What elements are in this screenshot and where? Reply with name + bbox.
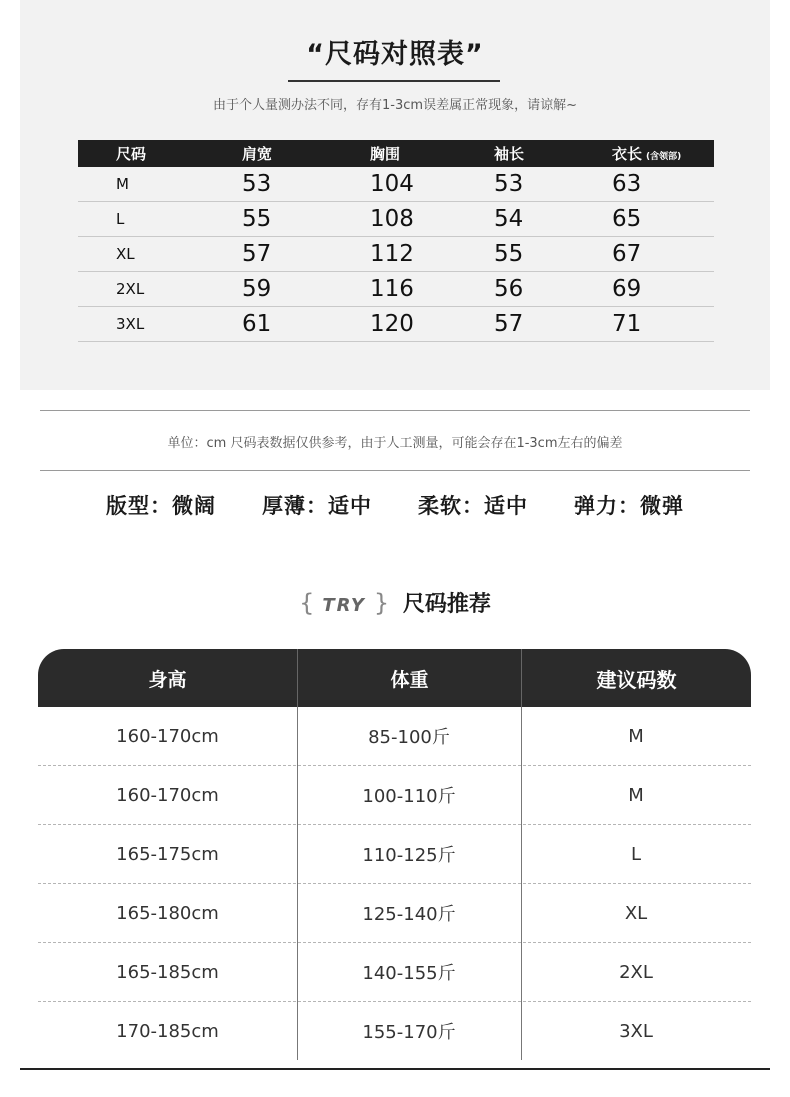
- close-brace: }: [373, 589, 390, 617]
- divider: [40, 410, 750, 411]
- header-sleeve: 袖长: [494, 145, 525, 163]
- recommend-heading: [0, 587, 790, 618]
- chest-value: 120: [370, 311, 414, 337]
- size-label: 3XL: [116, 315, 145, 333]
- table-row: [38, 825, 751, 884]
- attribute-fit: 版型：微阔: [106, 494, 216, 518]
- suggested-size: 3XL: [619, 1020, 653, 1042]
- table-row: [38, 943, 751, 1002]
- recommend-table-body: [38, 707, 751, 1060]
- weight-range: 85-100斤: [368, 727, 450, 748]
- recommend-table: [38, 649, 751, 1060]
- table-row: [78, 307, 714, 342]
- table-row: [78, 167, 714, 202]
- table-row: [78, 272, 714, 307]
- size-label: L: [116, 210, 125, 228]
- shoulder-value: 53: [242, 171, 272, 197]
- weight-range: 100-110斤: [362, 786, 456, 807]
- fabric-attributes: [0, 490, 790, 520]
- suggested-size: XL: [624, 902, 648, 924]
- table-row: [38, 766, 751, 825]
- attribute-thickness: 厚薄：适中: [262, 494, 372, 518]
- size-chart-title: “尺码对照表”: [306, 39, 484, 70]
- header-weight: 体重: [297, 649, 521, 707]
- sleeve-value: 57: [494, 311, 524, 337]
- column-divider: [521, 707, 522, 1060]
- shoulder-value: 55: [242, 206, 272, 232]
- sleeve-value: 54: [494, 206, 524, 232]
- bottom-divider: [20, 1068, 770, 1070]
- unit-note: 单位：cm 尺码表数据仅供参考，由于人工测量，可能会存在1-3cm左右的偏差: [167, 436, 623, 451]
- header-shoulder: 肩宽: [242, 145, 273, 163]
- size-label: M: [116, 175, 129, 193]
- attribute-softness: 柔软：适中: [418, 494, 528, 518]
- height-range: 160-170cm: [116, 784, 219, 806]
- shoulder-value: 61: [242, 311, 272, 337]
- header-length: [612, 143, 714, 164]
- open-brace: {: [299, 589, 315, 617]
- weight-range: 140-155斤: [362, 963, 456, 984]
- try-label: TRY: [322, 595, 366, 616]
- weight-range: 110-125斤: [362, 845, 456, 866]
- header-length-label: 衣长: [612, 145, 643, 163]
- table-row: [38, 707, 751, 766]
- shoulder-value: 57: [242, 241, 272, 267]
- table-row: [78, 237, 714, 272]
- table-row: [78, 202, 714, 237]
- sleeve-value: 55: [494, 241, 524, 267]
- size-label: XL: [116, 245, 135, 263]
- chest-value: 104: [370, 171, 414, 197]
- length-value: 71: [612, 311, 642, 337]
- title-underline: [288, 80, 500, 82]
- shoulder-value: 59: [242, 276, 272, 302]
- header-suggested-size: 建议码数: [521, 649, 751, 707]
- size-chart-panel: [20, 0, 770, 390]
- header-height: 身高: [148, 668, 187, 691]
- column-divider: [297, 707, 298, 1060]
- chest-value: 116: [370, 276, 414, 302]
- sleeve-value: 53: [494, 171, 524, 197]
- suggested-size: M: [628, 784, 644, 806]
- chest-value: 112: [370, 241, 414, 267]
- height-range: 165-180cm: [116, 902, 219, 924]
- height-range: 160-170cm: [116, 725, 219, 747]
- table-row: [38, 1002, 751, 1060]
- measurement-note: 由于个人量测办法不同，存有1-3cm误差属正常现象，请谅解~: [213, 98, 577, 113]
- suggested-size: M: [628, 725, 644, 747]
- suggested-size: 2XL: [619, 961, 653, 983]
- sleeve-value: 56: [494, 276, 524, 302]
- height-range: 165-185cm: [116, 961, 219, 983]
- recommend-title: 尺码推荐: [402, 592, 491, 617]
- height-range: 165-175cm: [116, 843, 219, 865]
- length-value: 67: [612, 241, 642, 267]
- size-table-header: [78, 140, 714, 167]
- weight-range: 155-170斤: [362, 1022, 456, 1043]
- length-value: 63: [612, 171, 642, 197]
- table-row: [38, 884, 751, 943]
- header-size: 尺码: [116, 145, 147, 163]
- length-value: 65: [612, 206, 642, 232]
- header-chest: 胸围: [370, 145, 401, 163]
- header-length-note: (含领部): [646, 152, 682, 162]
- height-range: 170-185cm: [116, 1020, 219, 1042]
- length-value: 69: [612, 276, 642, 302]
- divider: [40, 470, 750, 471]
- recommend-table-header: [38, 649, 751, 707]
- size-table: [78, 140, 714, 342]
- weight-range: 125-140斤: [362, 904, 456, 925]
- chest-value: 108: [370, 206, 414, 232]
- attribute-elasticity: 弹力：微弹: [574, 494, 684, 518]
- suggested-size: L: [630, 843, 642, 865]
- size-label: 2XL: [116, 280, 145, 298]
